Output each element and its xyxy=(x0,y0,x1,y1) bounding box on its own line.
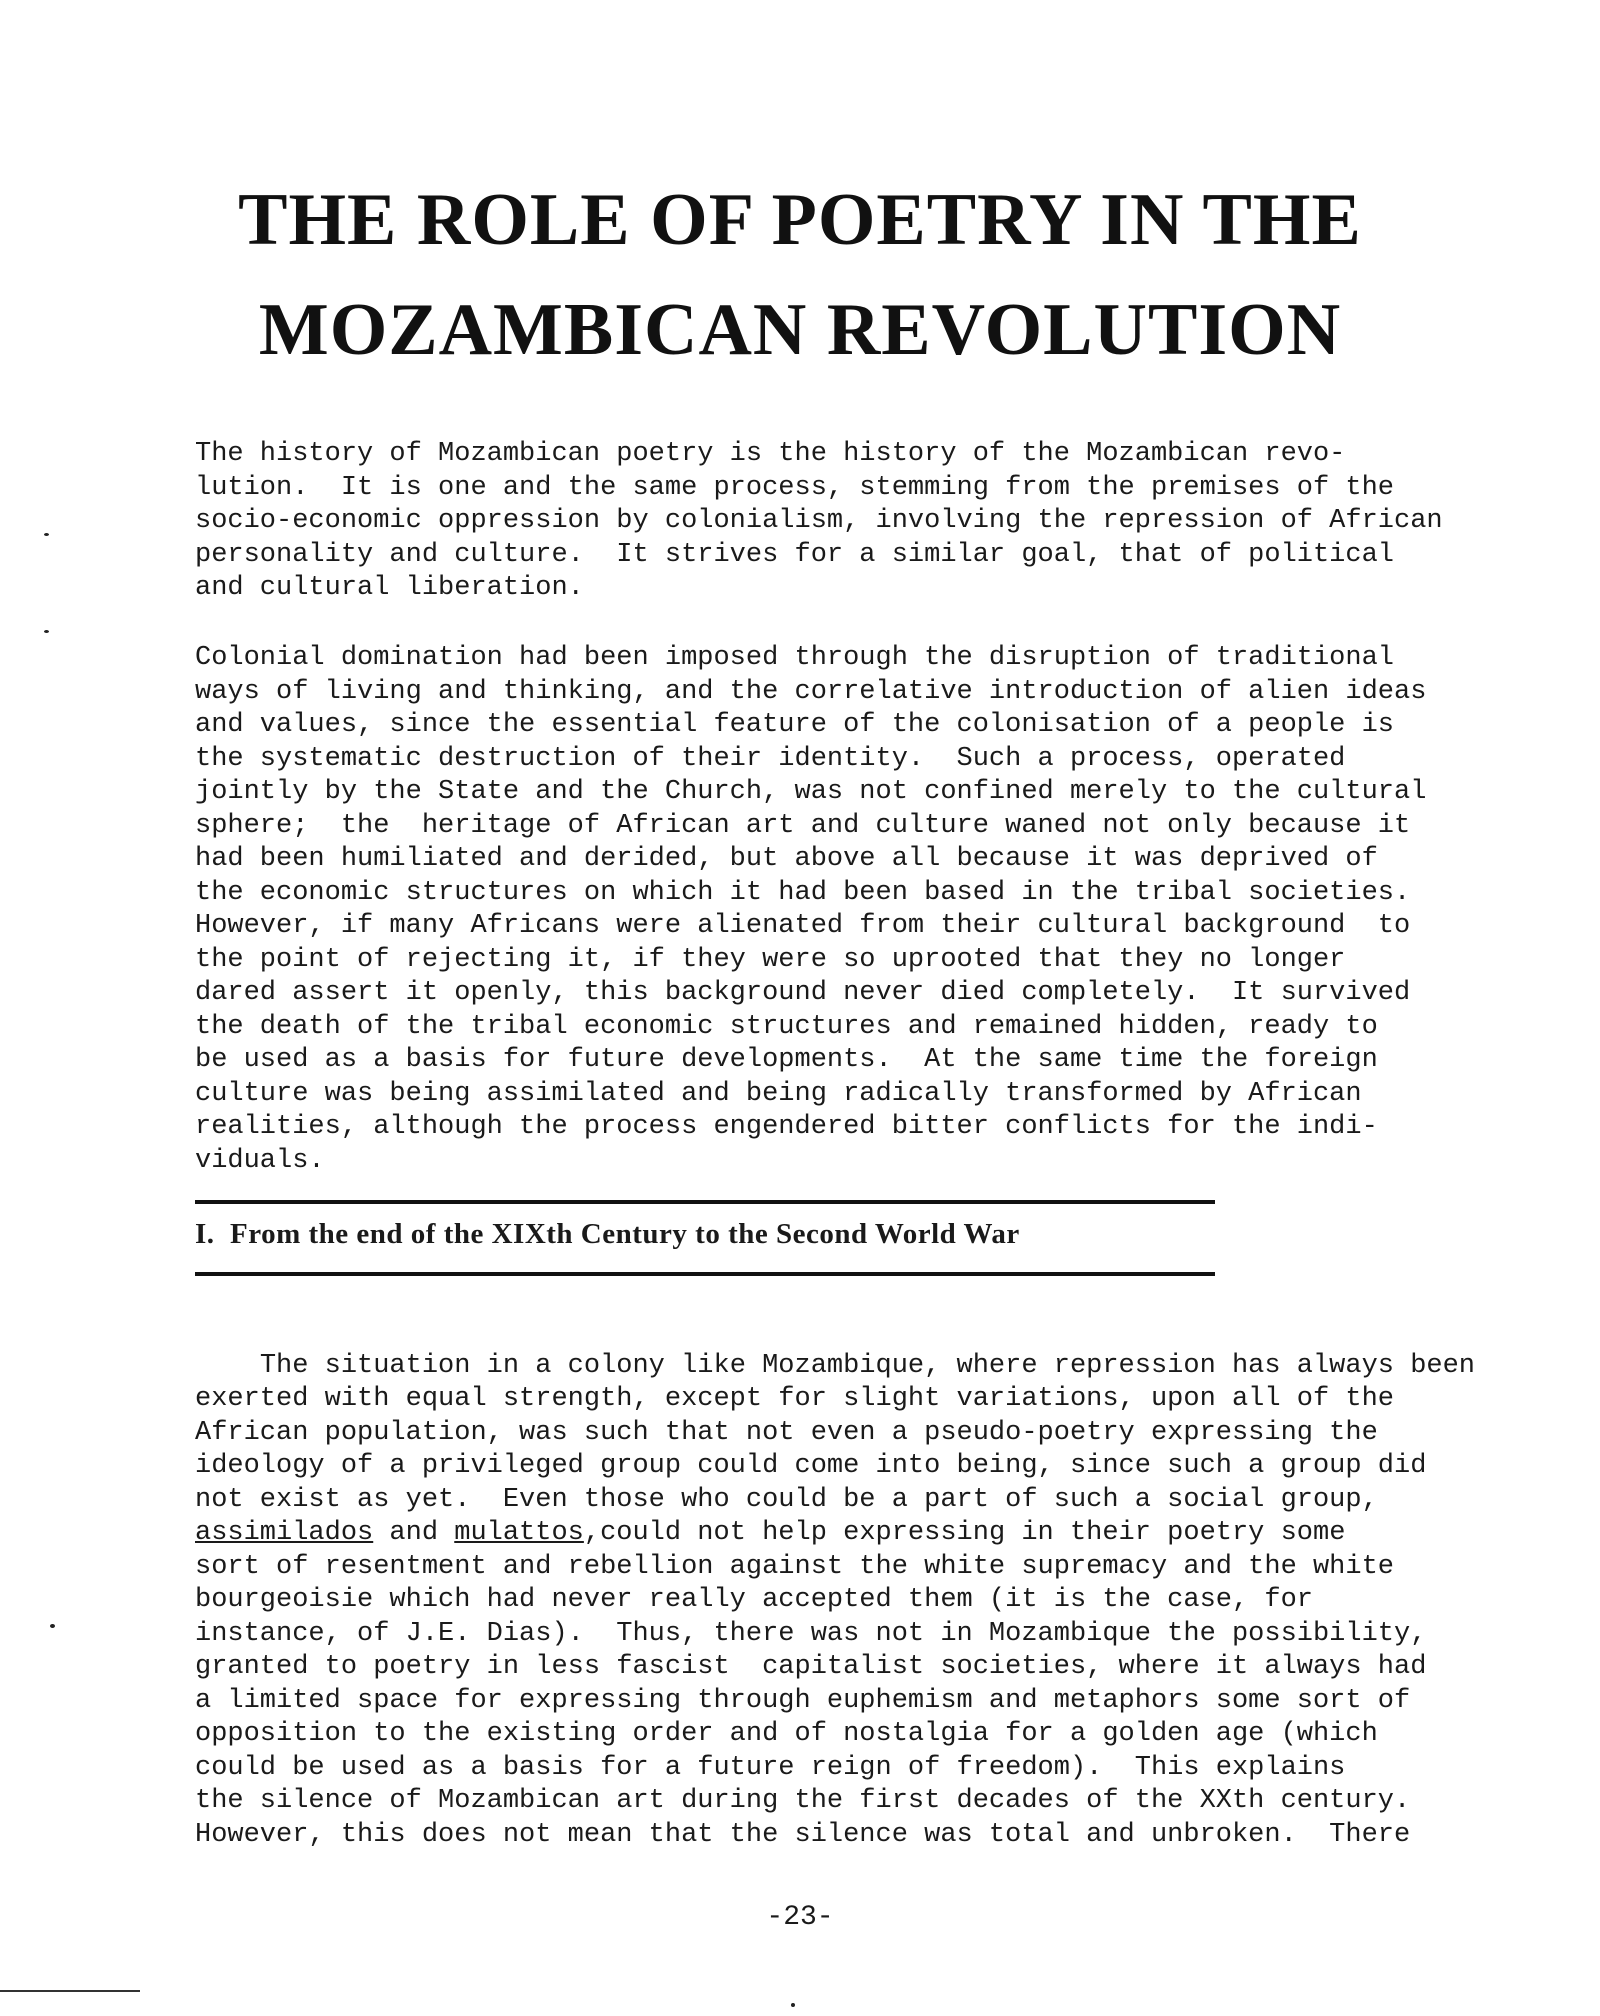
paragraph-situation-lines-before: The situation in a colony like Mozambique, where repression has always been exerted with equal strength, except for slight variations, upon all of the African population, was such that not even a pseudo-poetry expressing the ideology of a privileged group could come into being, since such a group did not exist as yet. Even those who could be a part of such a social group, xyxy=(195,1350,1476,1515)
page-number: -23- xyxy=(766,1902,834,1933)
section-rule-top xyxy=(195,1200,1215,1204)
scan-speck xyxy=(50,1624,55,1628)
scan-speck xyxy=(791,2003,795,2007)
term-assimilados: assimilados xyxy=(195,1518,374,1548)
section-rule-bottom xyxy=(195,1272,1215,1276)
connector-text: and xyxy=(373,1518,455,1548)
scan-speck xyxy=(44,533,49,536)
title-line-2: MOZAMBICAN REVOLUTION xyxy=(258,289,1342,371)
paragraph-colonial-domination: Colonial domination had been imposed through the disruption of traditional ways of living and thinking, and the correlative introduction of alien ideas and values, since the essential feature of the colonisation of a people is the systematic destruction of their identity. Such a process, operated jointly by the State and the Church, was not confined merely to the cultural sphere; the heritage of African art and culture waned not only because it had been humiliated and derided, but above all because it was deprived of the economic structures on which it had been based in the tribal societies. However, if many Africans were alienated from their cultural background to the point of rejecting it, if they were so uprooted that they no longer dared assert it openly, this background never died completely. It survived the death of the tribal economic structures and remained hidden, ready to be used as a basis for future developments. At the same time the foreign culture was being assimilated and being radically transformed by African realities, although the process engendered bitter conflicts for the indi- viduals. xyxy=(195,643,1427,1176)
section-heading: I. From the end of the XIXth Century to the Second World War xyxy=(195,1218,1020,1250)
line-six-rest: ,could not help expressing in their poetry some xyxy=(583,1518,1346,1548)
paragraph-situation xyxy=(195,1316,1485,1852)
scan-speck xyxy=(44,630,49,633)
paragraph-situation-lines-after: sort of resentment and rebellion against the white supremacy and the white bourgeoisie which had never really accepted them (it is the case, for instance, of J.E. Dias). Thus, there was not in Mozambique the possibility, granted to poetry in less fascist capitalist societies, where it always had a limited space for expressing through euphemism and metaphors some sort of opposition to the existing order and of nostalgia for a golden age (which could be used as a basis for a future reign of freedom). This explains the silence of Mozambican art during the first decades of the XXth century. However, this does not mean that the silence was total and unbroken. There xyxy=(195,1551,1427,1850)
term-mulattos: mulattos xyxy=(454,1518,584,1548)
scan-edge-line xyxy=(0,1990,140,1992)
paragraph-intro: The history of Mozambican poetry is the history of the Mozambican revo- lution. It is one and the same process, stemming from the premises of the socio-economic oppression by colonialism, involving the repression of African personality and culture. It strives for a similar goal, that of political and cultural liberation. xyxy=(195,439,1443,603)
title-line-1: THE ROLE OF POETRY IN THE xyxy=(238,179,1362,261)
